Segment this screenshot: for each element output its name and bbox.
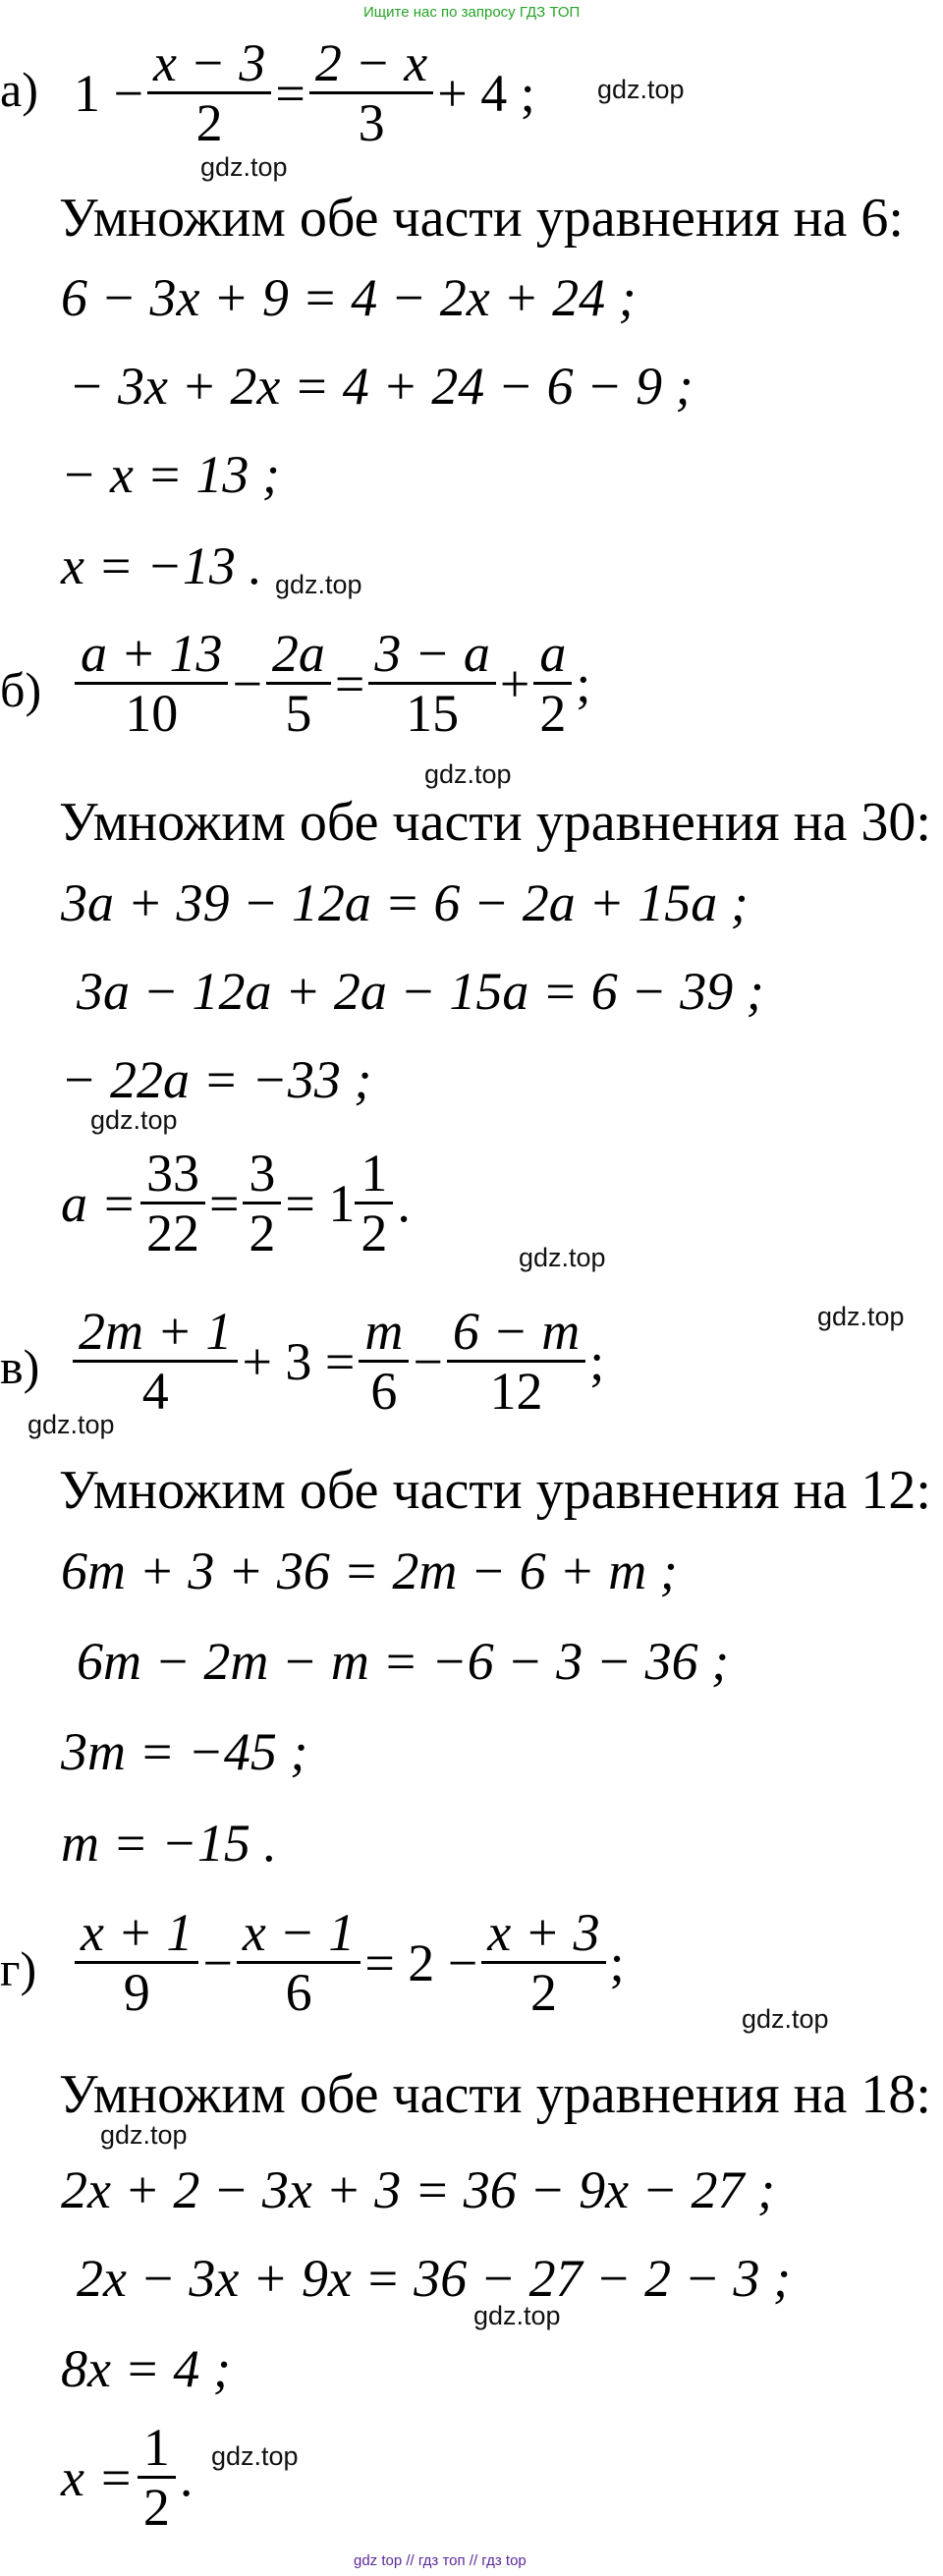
watermark: gdz.top <box>275 570 362 599</box>
part-a-step-2: − 3x + 2x = 4 + 24 − 6 − 9 ; <box>69 357 693 416</box>
part-d-step-4-frac <box>138 2419 176 2537</box>
part-d-tail: ; <box>609 1932 625 1992</box>
part-d-mid: = 2 − <box>364 1932 478 1992</box>
frac-denominator: 12 <box>489 1362 543 1422</box>
part-c-label: в) <box>0 1339 40 1394</box>
frac-denominator: 10 <box>125 684 179 744</box>
watermark: gdz.top <box>817 1302 905 1331</box>
watermark: gdz.top <box>473 2301 561 2330</box>
part-a-equation <box>74 34 535 152</box>
part-d-step-4 <box>61 2419 193 2537</box>
footer-note: gdz top // гдз топ // гдз top <box>354 2552 527 2569</box>
part-b-step-4-eq2: = 1 <box>285 1173 356 1233</box>
part-c-step-1: 6m + 3 + 36 = 2m − 6 + m ; <box>61 1541 678 1600</box>
part-b-frac2 <box>266 625 331 743</box>
part-a-step-4: x = −13 . <box>61 536 262 595</box>
part-b-equation <box>71 625 590 743</box>
part-b-step-3: − 22a = −33 ; <box>61 1050 372 1109</box>
part-a-multiply-line: Умножим обе части уравнения на 6: <box>59 188 904 249</box>
part-a-eqsign: = <box>275 63 305 123</box>
part-b-tail: ; <box>576 653 591 713</box>
part-b-step-4-eq1: = <box>208 1173 240 1233</box>
frac-numerator: x − 3 <box>152 33 266 92</box>
part-a-tail: + 4 ; <box>437 63 535 123</box>
part-d-multiply-line: Умножим обе части уравнения на 18: <box>59 2064 931 2125</box>
frac-denominator: 6 <box>285 1963 312 2023</box>
frac-denominator: 6 <box>370 1362 398 1422</box>
frac-numerator: 2m + 1 <box>79 1302 233 1361</box>
part-c-step-2: 6m − 2m − m = −6 − 3 − 36 ; <box>77 1632 730 1691</box>
part-b-eqsign: = <box>334 653 365 713</box>
part-d-frac1 <box>75 1904 198 2022</box>
frac-numerator: 3 − a <box>374 624 490 683</box>
part-d-step-4-tail: . <box>179 2447 194 2507</box>
part-a-step-1: 6 − 3x + 9 = 4 − 2x + 24 ; <box>61 268 637 327</box>
part-c-step-3: 3m = −45 ; <box>61 1722 308 1781</box>
part-b-step-1: 3a + 39 − 12a = 6 − 2a + 15a ; <box>61 873 749 932</box>
frac-denominator: 9 <box>123 1963 150 2023</box>
part-d-step-3: 8x = 4 ; <box>61 2339 231 2398</box>
part-c-tail: ; <box>589 1331 605 1391</box>
part-a-label: а) <box>0 62 38 117</box>
part-d-label: г) <box>0 1941 37 1996</box>
part-b-multiply-line: Умножим обе части уравнения на 30: <box>59 792 931 853</box>
frac-numerator: a + 13 <box>81 624 223 683</box>
part-c-multiply-line: Умножим обе части уравнения на 12: <box>59 1460 931 1521</box>
part-b-label: б) <box>0 662 42 717</box>
part-b-step-4-frac1 <box>140 1145 205 1262</box>
watermark: gdz.top <box>424 759 512 789</box>
part-a-one: 1 − <box>74 63 143 123</box>
part-c-frac3 <box>447 1303 585 1421</box>
frac-denominator: 2 <box>539 684 567 744</box>
watermark: gdz.top <box>211 2441 299 2471</box>
frac-denominator: 22 <box>145 1204 199 1263</box>
part-a-frac2 <box>309 34 433 152</box>
watermark: gdz.top <box>597 75 685 104</box>
watermark: gdz.top <box>100 2120 188 2150</box>
frac-numerator: 1 <box>361 1144 388 1203</box>
frac-numerator: a <box>539 624 567 683</box>
frac-numerator: 33 <box>145 1144 199 1203</box>
watermark: gdz.top <box>742 2004 829 2034</box>
part-b-step-4 <box>61 1145 411 1262</box>
watermark: gdz.top <box>200 152 288 182</box>
watermark: gdz.top <box>519 1243 606 1272</box>
part-b-frac3 <box>368 625 495 743</box>
watermark: gdz.top <box>28 1410 115 1439</box>
part-b-step-2: 3a − 12a + 2a − 15a = 6 − 39 ; <box>77 962 764 1021</box>
part-b-plus: + <box>499 653 530 713</box>
part-c-minus: − <box>413 1331 443 1391</box>
part-c-frac2 <box>359 1303 409 1421</box>
part-b-step-4-frac3 <box>355 1145 393 1262</box>
frac-numerator: 2a <box>271 624 325 683</box>
frac-numerator: 3 <box>249 1144 276 1203</box>
part-b-minus: − <box>232 653 262 713</box>
watermark: gdz.top <box>90 1105 178 1135</box>
frac-numerator: 6 − m <box>452 1302 581 1361</box>
part-d-step-2: 2x − 3x + 9x = 36 − 27 − 2 − 3 ; <box>77 2249 792 2308</box>
part-b-frac4 <box>533 625 572 743</box>
frac-denominator: 3 <box>358 93 385 153</box>
part-d-equation <box>71 1904 625 2022</box>
part-d-step-4-lhs: x = <box>61 2447 134 2507</box>
frac-numerator: x − 1 <box>242 1903 356 1962</box>
part-c-step-4: m = −15 . <box>61 1814 277 1873</box>
part-b-frac1 <box>75 625 228 743</box>
part-b-step-4-frac2 <box>243 1145 281 1262</box>
part-d-frac3 <box>481 1904 605 2022</box>
part-b-step-4-tail: . <box>397 1173 411 1233</box>
frac-denominator: 2 <box>249 1204 276 1263</box>
frac-denominator: 2 <box>529 1963 557 2023</box>
part-b-step-4-mixed <box>285 1145 397 1262</box>
frac-denominator: 5 <box>285 684 312 744</box>
frac-numerator: m <box>364 1302 404 1361</box>
frac-numerator: x + 1 <box>81 1903 194 1962</box>
part-c-equation <box>69 1303 604 1421</box>
part-b-step-4-lhs: a = <box>61 1173 137 1233</box>
frac-numerator: 1 <box>142 2418 170 2477</box>
part-d-minus: − <box>202 1932 233 1992</box>
part-a-frac1 <box>147 34 271 152</box>
part-d-frac2 <box>237 1904 361 2022</box>
frac-denominator: 4 <box>141 1362 169 1422</box>
part-c-frac1 <box>73 1303 238 1421</box>
part-c-mid: + 3 = <box>242 1331 356 1391</box>
frac-denominator: 15 <box>406 684 460 744</box>
frac-numerator: x + 3 <box>487 1903 600 1962</box>
part-d-step-1: 2x + 2 − 3x + 3 = 36 − 9x − 27 ; <box>61 2160 776 2219</box>
part-a-step-3: − x = 13 ; <box>61 445 280 504</box>
frac-numerator: 2 − x <box>314 33 428 92</box>
frac-denominator: 2 <box>361 1204 388 1263</box>
header-note: Ищите нас по запросу ГДЗ ТОП <box>363 4 581 21</box>
frac-denominator: 2 <box>142 2478 170 2538</box>
frac-denominator: 2 <box>195 93 223 153</box>
